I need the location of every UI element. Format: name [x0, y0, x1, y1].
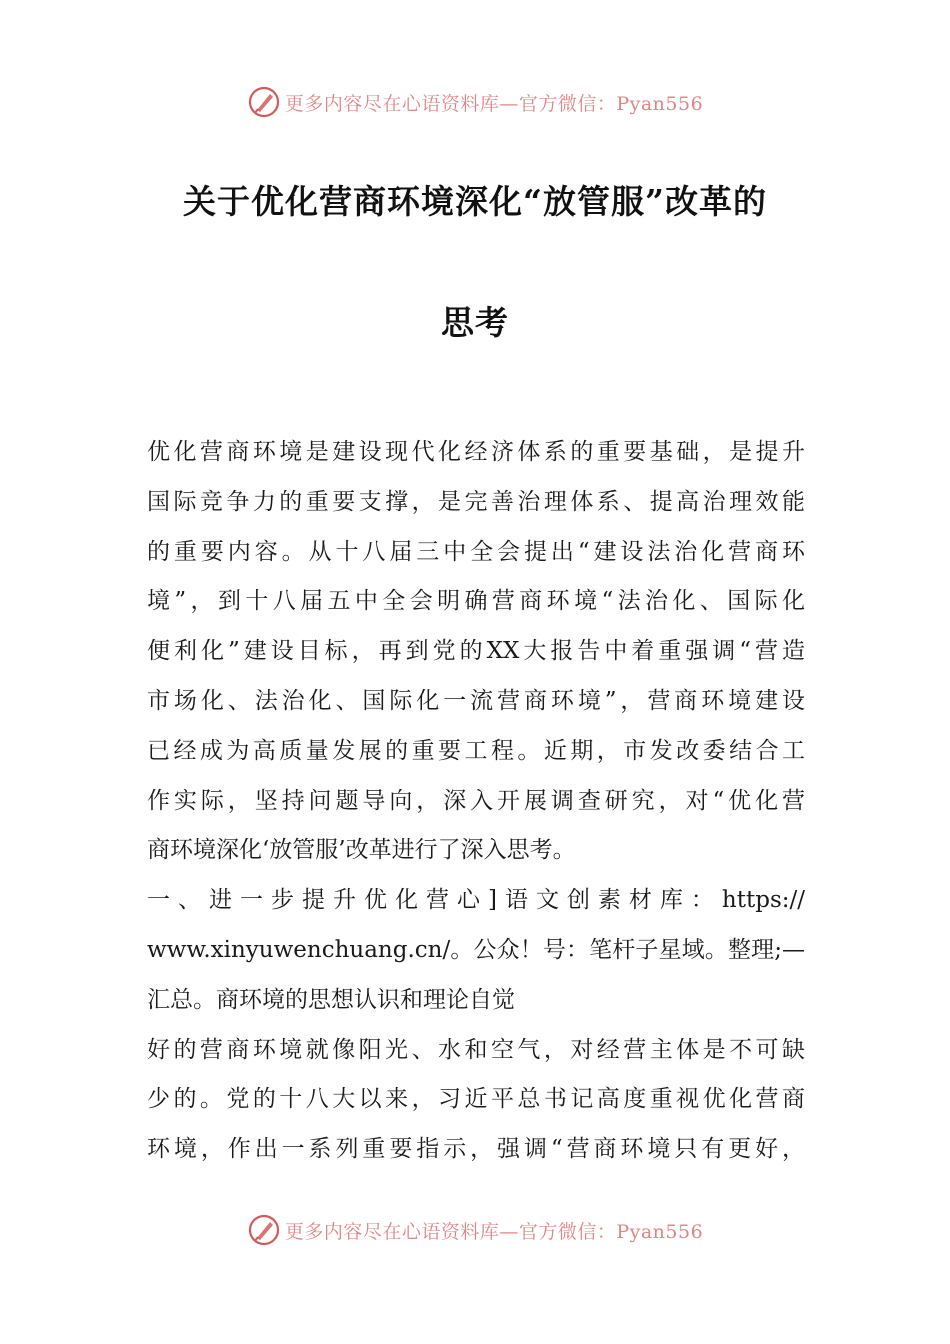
document-body — [147, 428, 805, 1175]
body-line: 作实际，坚持问题导向，深入开展调查研究，对“优化营 — [147, 787, 805, 814]
quill-logo-icon — [247, 1213, 281, 1247]
body-line: www.xinyuwenchuang.cn/。公众！号：笔杆子星域。整理;— — [147, 936, 805, 963]
watermark-text: 更多内容尽在心语资料库—官方微信：Pyan556 — [284, 92, 704, 115]
watermark-text: 更多内容尽在心语资料库—官方微信：Pyan556 — [284, 1220, 704, 1243]
body-line: 已经成为高质量发展的重要工程。近期，市发改委结合工 — [147, 737, 805, 764]
body-line: 优化营商环境是建设现代化经济体系的重要基础，是提升 — [147, 439, 805, 465]
body-line: 一、进一步提升优化营心]语文创素材库：https:// — [147, 887, 805, 914]
body-line: 便利化”建设目标，再到党的XX大报告中着重强调“营造 — [147, 638, 805, 665]
document-title-line-2: 思考 — [441, 303, 509, 342]
quill-logo-icon — [247, 85, 281, 119]
body-line: 汇总。商环境的思想认识和理论自觉 — [147, 986, 515, 1013]
body-line: 环境，作出一系列重要指示，强调“营商环境只有更好， — [147, 1136, 805, 1163]
body-line: 商环境深化‘放管服’改革进行了深入思考。 — [147, 837, 576, 864]
watermark-header — [0, 82, 950, 122]
body-line: 少的。党的十八大以来，习近平总书记高度重视优化营商 — [147, 1086, 805, 1113]
body-line: 境”，到十八届五中全会明确营商环境“法治化、国际化 — [147, 588, 805, 615]
body-line: 市场化、法治化、国际化一流营商环境”，营商环境建设 — [147, 687, 805, 714]
watermark-footer — [0, 1210, 950, 1250]
body-line: 的重要内容。从十八届三中全会提出“建设法治化营商环 — [147, 538, 805, 565]
body-line: 好的营商环境就像阳光、水和空气，对经营主体是不可缺 — [147, 1036, 805, 1063]
body-line: 国际竞争力的重要支撑，是完善治理体系、提高治理效能 — [147, 488, 805, 515]
document-title-line-1: 关于优化营商环境深化“放管服”改革的 — [183, 182, 767, 221]
